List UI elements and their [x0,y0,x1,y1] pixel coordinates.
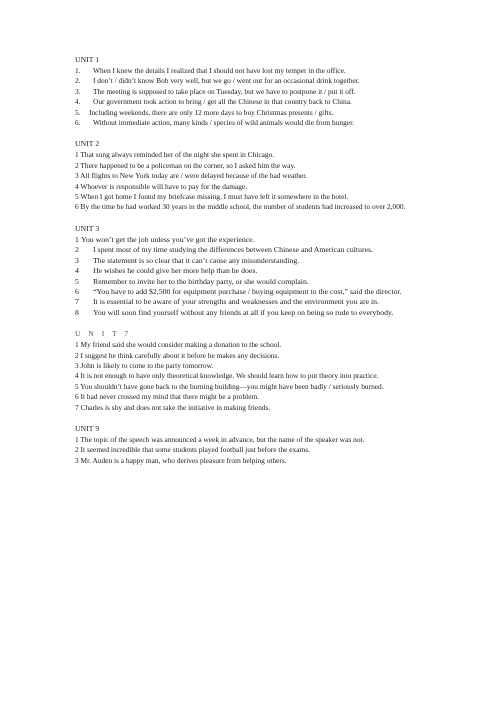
unit-9-line-3: 3 Mr. Auden is a happy man, who derives pleasure from helping others. [75,455,287,465]
unit-3-line-6: 6 “You have to add $2,500 for equipment purchase / buying equipment to the cost,” said the director. [75,286,402,296]
unit-9-title: UNIT 9 [75,423,100,433]
unit-2-line-1: 1 That song always reminded her of the night she spent in Chicago. [75,150,275,160]
unit-3-line-3: 3 The statement is so clear that it can’t cause any misunderstanding. [75,255,300,265]
unit-1-line-4: 4. Our government took action to bring / get all the Chinese in that country back to China. [75,97,352,107]
unit-1-line-3: 3. The meeting is supposed to take place on Tuesday, but we have to postpone it / put it off. [75,86,356,96]
unit-7-line-2: 2 I suggest he think carefully about it before he makes any decisions. [75,350,280,360]
unit-1-line-1: 1. When I knew the details I realized that I should not have lost my temper in the office. [75,66,346,75]
unit-2-line-2: 2 There happened to be a policeman on the corner, so I asked him the way. [75,160,296,170]
unit-1-line-6: 6. Without immediate action, many kinds / species of wild animals would die from hunger. [75,118,354,128]
unit-7-line-1: 1 My friend said she would consider making a donation to the school. [75,340,282,350]
unit-9-line-2: 2 It seemed incredible that some students played football just before the exams. [75,445,310,455]
unit-2-line-6: 6 By the time he had worked 30 years in the middle school, the number of students had increased to over 2,000. [75,202,406,212]
unit-1-section [75,54,425,128]
unit-7-line-7: 7 Charles is shy and does not take the initiative in making friends. [75,402,271,412]
unit-2-section [75,138,425,212]
unit-1-title: UNIT 1 [75,55,100,64]
unit-3-line-5: 5 Remember to invite her to the birthday party, or she would complain. [75,276,309,286]
unit-2-line-3: 3 All flights to New York today are / were delayed because of the bad weather. [75,171,308,181]
unit-3-line-2: 2 I spent most of my time studying the differences between Chinese and American cultures. [75,245,374,255]
unit-7-title: U N I T 7 [75,329,132,339]
unit-2-title: UNIT 2 [75,139,100,149]
unit-3-line-7: 7 It is essential to be aware of your strengths and weaknesses and the environment you are in. [75,297,380,307]
unit-1-line-5: 5. Including weekends, there are only 12 more days to buy Christmas presents / gifts. [75,107,334,117]
unit-3-title: UNIT 3 [75,223,100,233]
unit-9-line-1: 1 The topic of the speech was announced a week in advance, but the name of the speaker was not. [75,434,365,444]
unit-2-line-4: 4 Whoever is responsible will have to pay for the damage. [75,181,248,191]
unit-3-line-4: 4 He wishes he could give her more help than he does. [75,266,258,276]
unit-3-section [75,223,425,318]
unit-3-line-1: 1 You won’t get the job unless you’ve got the experience. [75,234,255,244]
unit-3-line-8: 8 You will soon find yourself without any friends at all if you keep on being so rude to everybody. [75,307,394,317]
unit-2-line-5: 5 When I got home I found my briefcase missing. I must have left it somewhere in the hotel. [75,192,349,202]
unit-7-line-4: 4 It is not enough to have only theoretical knowledge. We should learn how to put theory into practice. [75,371,379,381]
document-page [75,54,425,476]
unit-7-section [75,328,425,413]
unit-7-line-6: 6 It had never crossed my mind that there might be a problem. [75,392,260,402]
unit-7-line-5: 5 You shouldn’t have gone back to the burning building—you might have been badly / seriously burned. [75,381,384,391]
unit-1-line-2: 2. I don’t / didn’t know Bob very well, but we go / went out for an occasional drink together. [75,76,360,86]
unit-7-line-3: 3 John is likely to come to the party tomorrow. [75,360,214,370]
unit-9-section [75,423,425,466]
